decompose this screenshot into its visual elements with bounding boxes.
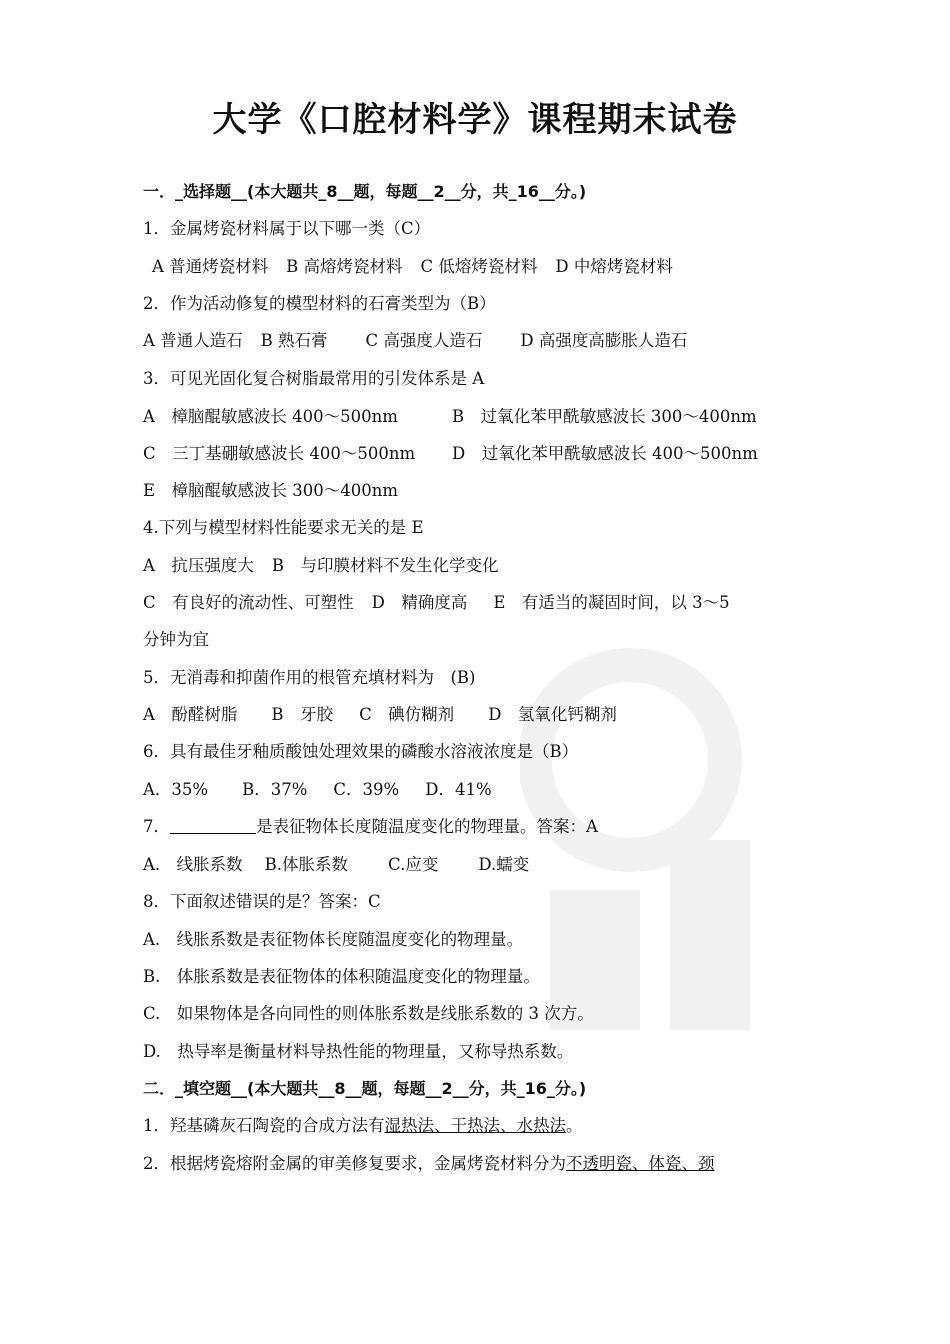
q6-option-a: A．35% xyxy=(143,780,209,799)
q2-option-b: B 熟石膏 xyxy=(260,331,328,350)
q5-stem: 5．无消毒和抑菌作用的根管充填材料为 (B) xyxy=(143,668,476,687)
q8-option-b: B. 体胀系数是表征物体的体积随温度变化的物理量。 xyxy=(143,967,540,986)
q3-option-b: B 过氧化苯甲酰敏感波长 300～400nm xyxy=(452,407,757,426)
watermark-logo xyxy=(520,640,780,1060)
q8-option-a: A. 线胀系数是表征物体长度随温度变化的物理量。 xyxy=(143,930,524,949)
q1-options xyxy=(152,256,673,278)
q1-option-d: D 中熔烤瓷材料 xyxy=(555,257,673,276)
q2-option-c: C 高强度人造石 xyxy=(365,331,483,350)
q4-stem: 4.下列与模型材料性能要求无关的是 E xyxy=(143,518,424,537)
q4-options-row1 xyxy=(143,555,499,577)
q1-option-a: A 普通烤瓷材料 xyxy=(152,257,269,276)
q3-option-d: D 过氧化苯甲酰敏感波长 400～500nm xyxy=(452,444,758,463)
q4-option-c: C 有良好的流动性、可塑性 xyxy=(143,593,354,612)
q6-options xyxy=(143,779,492,801)
q7-number: 7． xyxy=(143,817,170,836)
q4-option-e: E 有适当的凝固时间，以 3～5 xyxy=(493,593,730,612)
q5-option-d: D 氢氧化钙糊剂 xyxy=(488,705,617,724)
fill-1-stem: 1．羟基磷灰石陶瓷的合成方法有 xyxy=(143,1116,385,1135)
q5-option-c: C 碘仿糊剂 xyxy=(359,705,455,724)
q5-option-a: A 酚醛树脂 xyxy=(143,705,238,724)
q6-stem: 6．具有最佳牙釉质酸蚀处理效果的磷酸水溶液浓度是（B） xyxy=(143,742,579,761)
q8-option-c: C. 如果物体是各向同性的则体胀系数是线胀系数的 3 次方。 xyxy=(143,1004,594,1023)
q6-option-c: C．39% xyxy=(333,780,400,799)
q5-option-b: B 牙胶 xyxy=(271,705,334,724)
q4-option-e-continued: 分钟为宜 xyxy=(143,630,209,649)
q1-stem: 1．金属烤瓷材料属于以下哪一类（C） xyxy=(143,219,431,238)
page-title: 大学《口腔材料学》课程期末试卷 xyxy=(212,100,738,140)
q7-option-c: C.应变 xyxy=(388,855,439,874)
q7-stem xyxy=(143,816,598,838)
q1-option-b: B 高熔烤瓷材料 xyxy=(286,257,403,276)
fill-2 xyxy=(143,1153,715,1175)
q7-blank xyxy=(170,817,256,834)
q7-option-b: B.体胀系数 xyxy=(264,855,349,874)
q3-option-c: C 三丁基硼敏感波长 400～500nm xyxy=(143,444,416,463)
q4-option-d: D 精确度高 xyxy=(371,593,468,612)
q2-option-d: D 高强度高膨胀人造石 xyxy=(520,331,688,350)
q2-stem: 2．作为活动修复的模型材料的石膏类型为（B） xyxy=(143,294,496,313)
q7-options xyxy=(143,854,529,876)
q2-option-a: A 普通人造石 xyxy=(143,331,243,350)
q7-option-d: D.蠕变 xyxy=(478,855,530,874)
section-2-header: 二．_填空题__(本大题共__8__题，每题__2__分，共_16_分。) xyxy=(143,1079,587,1098)
q2-options xyxy=(143,330,687,352)
q3-stem: 3．可见光固化复合树脂最常用的引发体系是 A xyxy=(143,369,485,388)
fill-1-answer: 湿热法、干热法、水热法 xyxy=(384,1116,566,1135)
section-1-header: 一．_选择题__(本大题共_8__题，每题__2__分，共_16__分。) xyxy=(143,182,587,201)
q8-option-d: D. 热导率是衡量材料导热性能的物理量，又称导热系数。 xyxy=(143,1042,574,1061)
q5-options xyxy=(143,704,617,726)
q6-option-b: B．37% xyxy=(242,780,308,799)
q8-stem: 8．下面叙述错误的是？答案：C xyxy=(143,892,381,911)
q4-options-row2 xyxy=(143,592,730,614)
q3-option-a: A 樟脑醌敏感波长 400～500nm xyxy=(143,407,398,426)
q6-option-d: D．41% xyxy=(425,780,492,799)
fill-1 xyxy=(143,1115,583,1137)
q4-option-a: A 抗压强度大 xyxy=(143,556,254,575)
fill-2-stem: 2．根据烤瓷熔附金属的审美修复要求，金属烤瓷材料分为 xyxy=(143,1154,566,1173)
q7-option-a: A. 线胀系数 xyxy=(143,855,243,874)
q3-option-e: E 樟脑醌敏感波长 300～400nm xyxy=(143,481,399,500)
q7-stem-text: 是表征物体长度随温度变化的物理量。答案：A xyxy=(256,817,598,836)
fill-1-end: 。 xyxy=(566,1116,583,1135)
fill-2-answer: 不透明瓷、体瓷、颈 xyxy=(566,1154,715,1173)
q1-option-c: C 低熔烤瓷材料 xyxy=(420,257,538,276)
q4-option-b: B 与印膜材料不发生化学变化 xyxy=(271,556,499,575)
